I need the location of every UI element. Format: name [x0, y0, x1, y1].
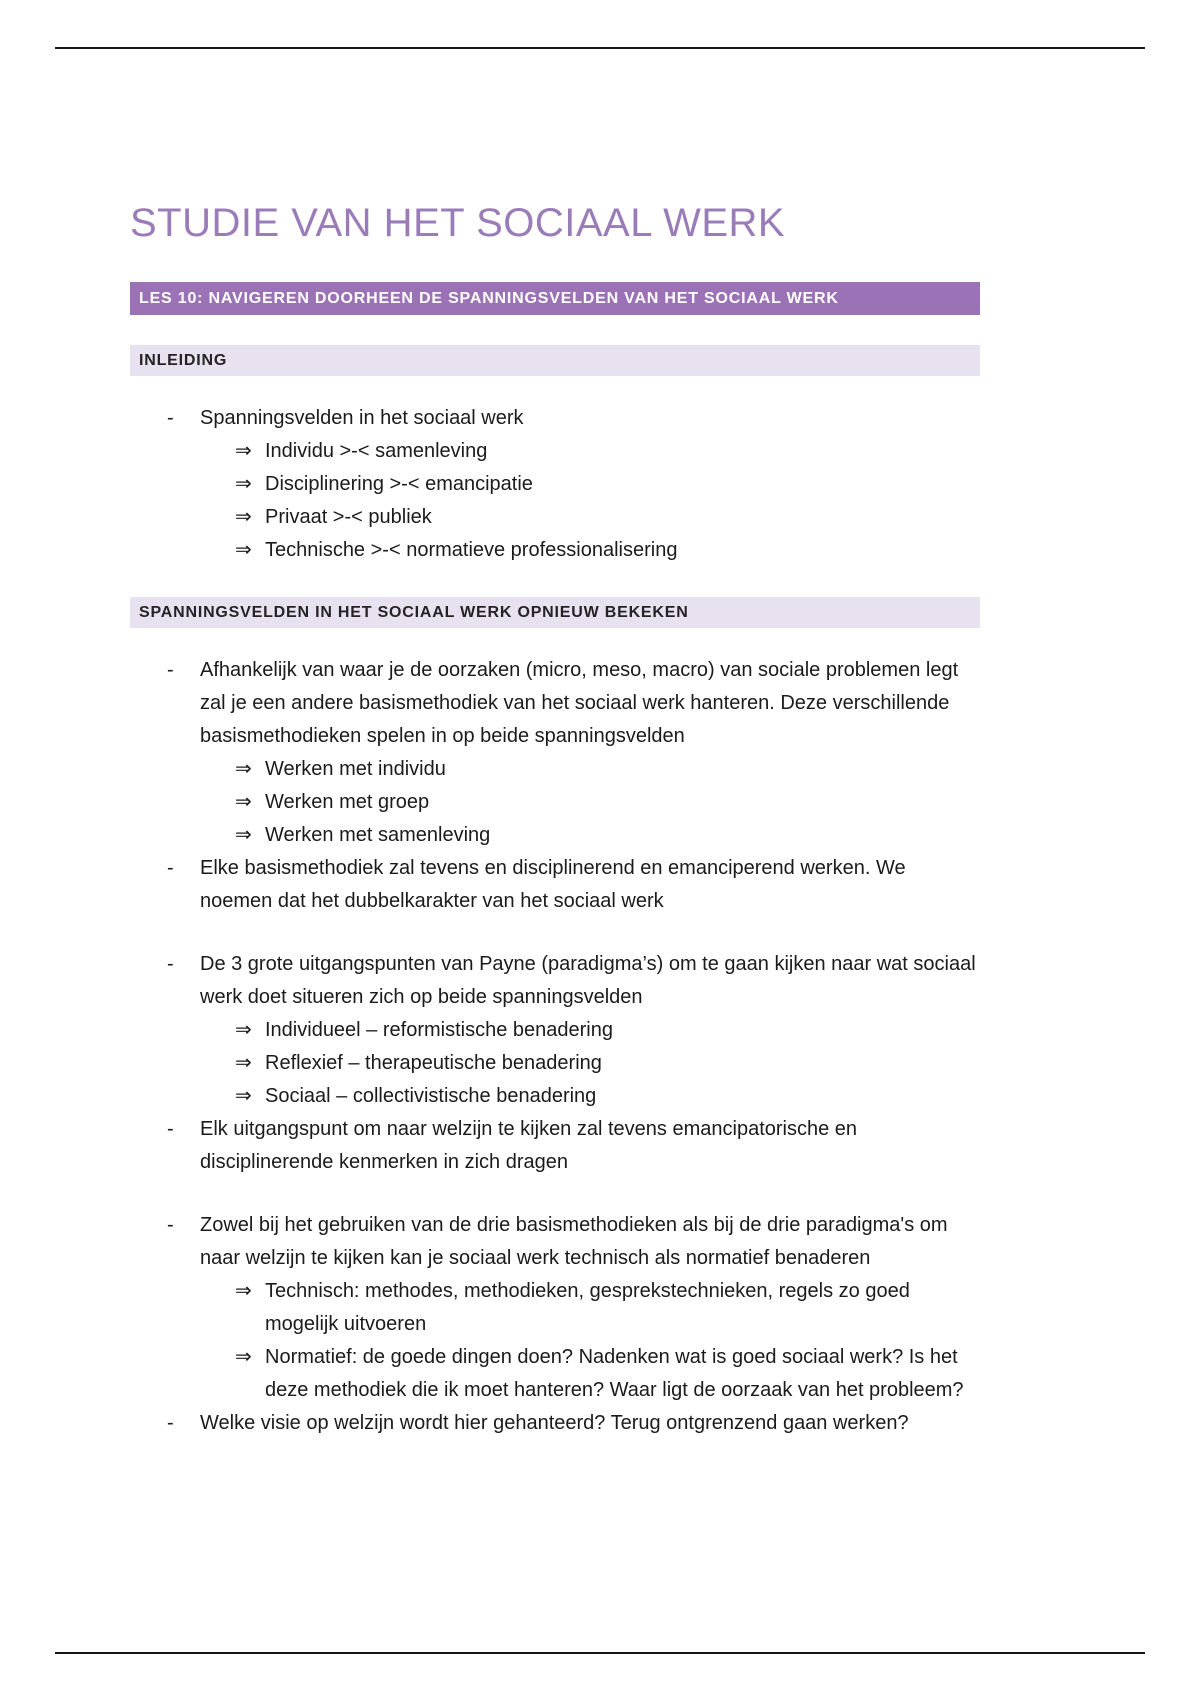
arrow-bullet: ⇒: [235, 824, 252, 846]
arrow-bullet: ⇒: [235, 758, 252, 780]
dash-bullet: -: [167, 857, 174, 879]
list-item: [130, 435, 980, 468]
list-item-text: Elk uitgangspunt om naar welzijn te kijken zal tevens emancipatorische en disciplinerende kenmerken in zich dragen: [200, 1118, 858, 1173]
list-item-text: De 3 grote uitgangspunten van Payne (paradigma’s) om te gaan kijken naar wat sociaal werk doet situeren zich op beide spanningsvelden: [200, 953, 976, 1008]
arrow-bullet: ⇒: [235, 1052, 252, 1074]
list-item: [130, 654, 980, 753]
arrow-bullet: ⇒: [235, 791, 252, 813]
list-item: [130, 534, 980, 567]
lesson-heading-banner: [130, 282, 980, 315]
dash-bullet: -: [167, 407, 174, 429]
list-item: [130, 1209, 980, 1275]
list-item-text: Sociaal – collectivistische benadering: [265, 1085, 597, 1107]
list-item: [130, 402, 980, 435]
list-item-text: Privaat >-< publiek: [265, 506, 432, 528]
arrow-bullet: ⇒: [235, 440, 252, 462]
bottom-border-line: [55, 1652, 1145, 1654]
dash-bullet: -: [167, 1412, 174, 1434]
list-item-text: Individueel – reformistische benadering: [265, 1019, 613, 1041]
list-item-text: Reflexief – therapeutische benadering: [265, 1052, 602, 1074]
section-spanningsvelden-list: [130, 654, 980, 1440]
list-item: [130, 786, 980, 819]
list-item-text: Zowel bij het gebruiken van de drie basismethodieken als bij de drie paradigma's om naar welzijn te kijken kan je sociaal werk technisch als normatief benaderen: [200, 1214, 948, 1269]
list-item: [130, 1047, 980, 1080]
arrow-bullet: ⇒: [235, 506, 252, 528]
list-item: [130, 468, 980, 501]
lesson-heading-text: LES 10: NAVIGEREN DOORHEEN DE SPANNINGSVELDEN VAN HET SOCIAAL WERK: [139, 290, 839, 307]
list-item: [130, 1275, 980, 1341]
dash-bullet: -: [167, 1118, 174, 1140]
list-item: [130, 501, 980, 534]
arrow-bullet: ⇒: [235, 1346, 252, 1368]
list-item-text: Werken met individu: [265, 758, 446, 780]
arrow-bullet: ⇒: [235, 473, 252, 495]
list-item-text: Welke visie op welzijn wordt hier gehanteerd? Terug ontgrenzend gaan werken?: [200, 1412, 909, 1434]
arrow-bullet: ⇒: [235, 1019, 252, 1041]
list-item-text: Afhankelijk van waar je de oorzaken (micro, meso, macro) van sociale problemen legt zal je een andere basismethodiek van het sociaal werk hanteren. Deze verschillende basismethodieken spelen in op beide spanningsvelden: [200, 659, 959, 747]
document-title: STUDIE VAN HET SOCIAAL WERK: [130, 201, 786, 245]
section-heading-spanningsvelden: [130, 597, 980, 628]
list-item-text: Disciplinering >-< emancipatie: [265, 473, 533, 495]
list-item: [130, 1080, 980, 1113]
dash-bullet: -: [167, 659, 174, 681]
section-heading-text: SPANNINGSVELDEN IN HET SOCIAAL WERK OPNIEUW BEKEKEN: [139, 604, 689, 621]
list-item-text: Elke basismethodiek zal tevens en disciplinerend en emanciperend werken. We noemen dat het dubbelkarakter van het sociaal werk: [200, 857, 906, 912]
list-item: [130, 1407, 980, 1440]
section-inleiding-list: [130, 402, 980, 567]
arrow-bullet: ⇒: [235, 1280, 252, 1302]
section-heading-inleiding: [130, 345, 980, 376]
list-item: [130, 1113, 980, 1179]
document-content: [130, 0, 980, 1440]
list-item-text: Individu >-< samenleving: [265, 440, 488, 462]
dash-bullet: -: [167, 1214, 174, 1236]
list-item-text: Technische >-< normatieve professionalisering: [265, 539, 678, 561]
list-item-text: Werken met groep: [265, 791, 430, 813]
list-item: [130, 1341, 980, 1407]
arrow-bullet: ⇒: [235, 1085, 252, 1107]
list-item-text: Normatief: de goede dingen doen? Nadenken wat is goed sociaal werk? Is het deze methodiek die ik moet hanteren? Waar ligt de oorzaak van het probleem?: [265, 1346, 964, 1401]
list-item-text: Spanningsvelden in het sociaal werk: [200, 407, 524, 429]
list-item: [130, 948, 980, 1014]
list-item-text: Werken met samenleving: [265, 824, 491, 846]
list-item-text: Technisch: methodes, methodieken, gesprekstechnieken, regels zo goed mogelijk uitvoeren: [265, 1280, 910, 1335]
list-item: [130, 753, 980, 786]
list-item: [130, 819, 980, 852]
arrow-bullet: ⇒: [235, 539, 252, 561]
list-item: [130, 1014, 980, 1047]
dash-bullet: -: [167, 953, 174, 975]
list-item: [130, 852, 980, 918]
section-heading-text: INLEIDING: [139, 352, 228, 369]
